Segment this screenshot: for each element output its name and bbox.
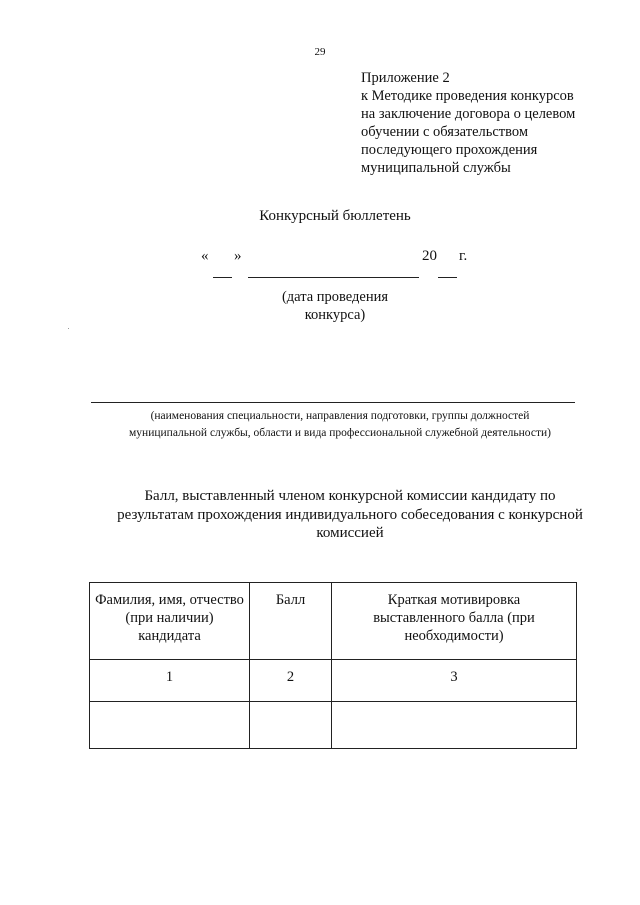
specialty-caption <box>70 408 610 442</box>
appendix-line: обучении с обязательством <box>361 124 529 140</box>
table-row <box>90 702 577 749</box>
date-caption-line: конкурса) <box>304 307 366 323</box>
page-number: 29 <box>314 46 326 58</box>
appendix-line: к Методике проведения конкурсов <box>361 88 574 104</box>
specialty-caption-line: (наименования специальности, направления подготовки, группы должностей <box>150 410 530 422</box>
year-blank-line <box>438 277 457 278</box>
date-quote-close: » <box>234 248 242 264</box>
day-blank-line <box>213 277 232 278</box>
appendix-line: Приложение 2 <box>361 70 450 86</box>
table-column-numbers-row <box>90 660 577 702</box>
score-heading-line: комиссией <box>316 525 384 541</box>
table-cell <box>332 702 577 749</box>
appendix-line: на заключение договора о целевом <box>361 106 576 122</box>
header-candidate-name: Фамилия, имя, отчество (при наличии) кандидата <box>90 583 250 660</box>
score-heading-line: Балл, выставленный членом конкурсной комиссии кандидату по <box>144 488 556 504</box>
table-cell <box>90 702 250 749</box>
column-number: 3 <box>332 660 577 702</box>
header-motivation: Краткая мотивировка выставленного балла (при необходимости) <box>332 583 577 660</box>
date-year-prefix: 20 <box>422 248 437 264</box>
specialty-blank-line <box>91 402 575 403</box>
score-table <box>89 582 577 749</box>
score-heading <box>80 487 620 543</box>
table-cell <box>250 702 332 749</box>
date-year-suffix: г. <box>459 248 468 264</box>
date-caption <box>0 288 640 324</box>
date-caption-line: (дата проведения <box>281 289 389 305</box>
ballot-title: Конкурсный бюллетень <box>259 208 411 224</box>
month-blank-line <box>248 277 419 278</box>
appendix-block <box>361 69 631 177</box>
date-quote-open: « <box>201 248 209 264</box>
column-number: 2 <box>250 660 332 702</box>
header-score: Балл <box>250 583 332 660</box>
specialty-caption-line: муниципальной службы, области и вида профессиональной служебной деятельности) <box>129 427 551 439</box>
scan-speck <box>68 328 69 329</box>
table-header-row <box>90 583 577 660</box>
score-heading-line: результатам прохождения индивидуального собеседования с конкурсной <box>117 506 583 523</box>
appendix-line: муниципальной службы <box>361 160 511 176</box>
appendix-line: последующего прохождения <box>361 142 538 158</box>
column-number: 1 <box>90 660 250 702</box>
